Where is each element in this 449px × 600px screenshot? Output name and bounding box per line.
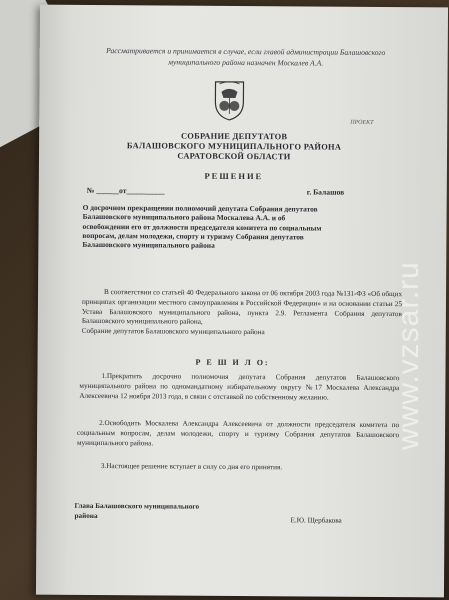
org-line-3: САРАТОВСКОЙ ОБЛАСТИ (177, 151, 291, 162)
preamble-text: В соответствии со статьей 40 Федерального закона от 06 октября 2003 года №131-ФЗ «Об общих принципах организации местного самоуправления в Российской Федерации» и на основании статьи 25 Устава Балашовского муниципального района, пункта 2.9. Регламента Собрания депутатов Балашовского муниципального района, (81, 288, 403, 327)
org-line-2: БАЛАШОВСКОГО МУНИЦИПАЛЬНОГО РАЙОНА (126, 141, 342, 152)
header-note: Рассматривается и принимается в случае, если главой администрации Балашовского муниципального района назначен Москалев А.А. (106, 46, 386, 68)
item-3: 3.Настоящее решение вступает в силу со дня его принятия. (100, 462, 283, 472)
decided-heading: Р Е Ш И Л О: (195, 357, 270, 368)
subject-heading: О досрочном прекращении полномочий депутата Собрания депутатов Балашовского муниципального района Москалева А.А. и об освобождении его от должности председателя комитета по социальным вопросам, делам молодежи, спорту и туризму Собрания депутатов Балашовского муниципального района (82, 202, 322, 250)
org-line-1: СОБРАНИЕ ДЕПУТАТОВ (180, 131, 288, 142)
preamble (82, 288, 402, 339)
site-watermark: www.vzsar.ru (392, 261, 425, 450)
document-type: РЕШЕНИЕ (204, 170, 264, 182)
item-1: 1.Прекратить досрочно полномочия депутата Собрания депутатов Балашовского муниципального района по одномандатному избирательному округу №17 Москалева Александра Алексеевича 12 ноября 2013 года, в связи с отставкой по собственному желанию. (79, 372, 400, 402)
item-2: 2.Освободить Москалева Александра Алексеевича от должности председателя комитета по социальным вопросам, делам молодежи, спорту и туризму Собрания депутатов Балашовского муниципального района. (76, 419, 400, 447)
preamble-tail: Собрание депутатов Балашовского муниципального района (81, 327, 265, 337)
signature-name: Е.Ю. Щербакова (290, 516, 342, 525)
coat-of-arms-icon (209, 76, 249, 122)
number-date-line: № ______от__________ (86, 185, 165, 196)
organization-title (119, 131, 349, 163)
signature-title: Глава Балашовского муниципального района (74, 501, 200, 520)
document-page (36, 5, 448, 598)
city: г. Балашов (306, 187, 345, 197)
draft-mark: ПРОЕКТ (350, 119, 374, 126)
